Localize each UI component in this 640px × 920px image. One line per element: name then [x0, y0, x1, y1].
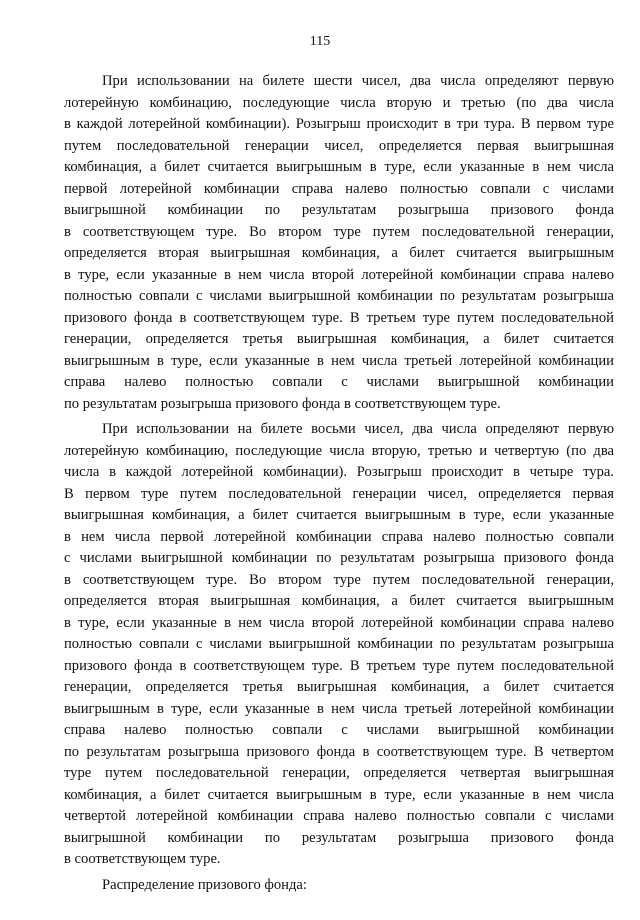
- text-line: лотерейную комбинацию, последующие числа вторую, третью и четвертую (по два: [64, 442, 614, 459]
- text-line: определяется вторая выигрышная комбинация, а билет считается выигрышным: [64, 593, 614, 609]
- text-line: числа в каждой лотерейной комбинации). Розыгрыш происходит в четыре тура.: [64, 464, 614, 480]
- paragraph-six-numbers: [64, 71, 614, 415]
- text-line: путем последовательной генерации чисел, определяется первая выигрышная: [64, 137, 614, 154]
- text-line: выигрышным в туре, если указанные в нем числа третьей лотерейной комбинации: [64, 352, 614, 369]
- text-line: в каждой лотерейной комбинации). Розыгрыш происходит в три тура. В первом туре: [64, 116, 614, 132]
- text-line: выигрышной комбинации по результатам розыгрыша призового фонда: [64, 202, 614, 218]
- text-line: призового фонда в соответствующем туре. В третьем туре путем последовательной: [64, 657, 614, 674]
- text-line: При использовании на билете восьми чисел, два числа определяют первую: [102, 421, 614, 437]
- text-line: в соответствующем туре. Во втором туре путем последовательной генерации,: [64, 223, 614, 240]
- text-line: полностью совпали с числами выигрышной комбинации по результатам розыгрыша: [64, 636, 614, 652]
- page-number: 115: [309, 34, 331, 49]
- text-line: При использовании на билете шести чисел, два числа определяют первую: [102, 73, 614, 89]
- text-line: в соответствующем туре.: [64, 851, 221, 867]
- text-line: справа налево полностью совпали с числами выигрышной комбинации: [64, 722, 614, 738]
- text-line: лотерейную комбинацию, последующие числа вторую и третью (по два числа: [64, 94, 614, 111]
- text-line: туре путем последовательной генерации, определяется четвертая выигрышная: [64, 765, 614, 781]
- text-line: Распределение призового фонда:: [102, 876, 307, 893]
- text-line: четвертой лотерейной комбинации справа налево полностью совпали с числами: [64, 808, 614, 824]
- text-line: выигрышной комбинации по результатам розыгрыша призового фонда: [64, 829, 614, 846]
- text-line: справа налево полностью совпали с числами выигрышной комбинации: [64, 374, 614, 390]
- paragraph-prize-distribution: [64, 875, 614, 897]
- text-line: генерации, определяется третья выигрышная комбинация, а билет считается: [64, 679, 614, 695]
- text-line: выигрышным в туре, если указанные в нем числа третьей лотерейной комбинации: [64, 700, 614, 717]
- text-line: В первом туре путем последовательной генерации чисел, определяется первая: [64, 485, 614, 502]
- text-line: генерации, определяется третья выигрышная комбинация, а билет считается: [64, 331, 614, 347]
- text-line: с числами выигрышной комбинации по результатам розыгрыша призового фонда: [64, 550, 614, 566]
- text-line: в туре, если указанные в нем числа второй лотерейной комбинации справа налево: [64, 614, 614, 631]
- text-line: комбинация, а билет считается выигрышным в туре, если указанные в нем числа: [64, 159, 614, 175]
- paragraph-eight-numbers: [64, 419, 614, 871]
- text-line: призового фонда в соответствующем туре. В третьем туре путем последовательной: [64, 309, 614, 326]
- text-line: по результатам розыгрыша призового фонда в соответствующем туре.: [64, 395, 501, 412]
- text-line: полностью совпали с числами выигрышной комбинации по результатам розыгрыша: [64, 288, 614, 304]
- text-line: по результатам розыгрыша призового фонда в соответствующем туре. В четвертом: [64, 743, 614, 760]
- text-line: в соответствующем туре. Во втором туре путем последовательной генерации,: [64, 571, 614, 588]
- text-line: комбинация, а билет считается выигрышным в туре, если указанные в нем числа: [64, 786, 614, 803]
- text-line: выигрышная комбинация, а билет считается выигрышным в туре, если указанные: [64, 507, 614, 523]
- text-line: определяется вторая выигрышная комбинация, а билет считается выигрышным: [64, 245, 614, 261]
- text-line: в туре, если указанные в нем числа второй лотерейной комбинации справа налево: [64, 266, 614, 283]
- text-line: в нем числа первой лотерейной комбинации справа налево полностью совпали: [64, 528, 614, 545]
- document-body: [64, 71, 614, 896]
- text-line: первой лотерейной комбинации справа налево полностью совпали с числами: [64, 180, 614, 197]
